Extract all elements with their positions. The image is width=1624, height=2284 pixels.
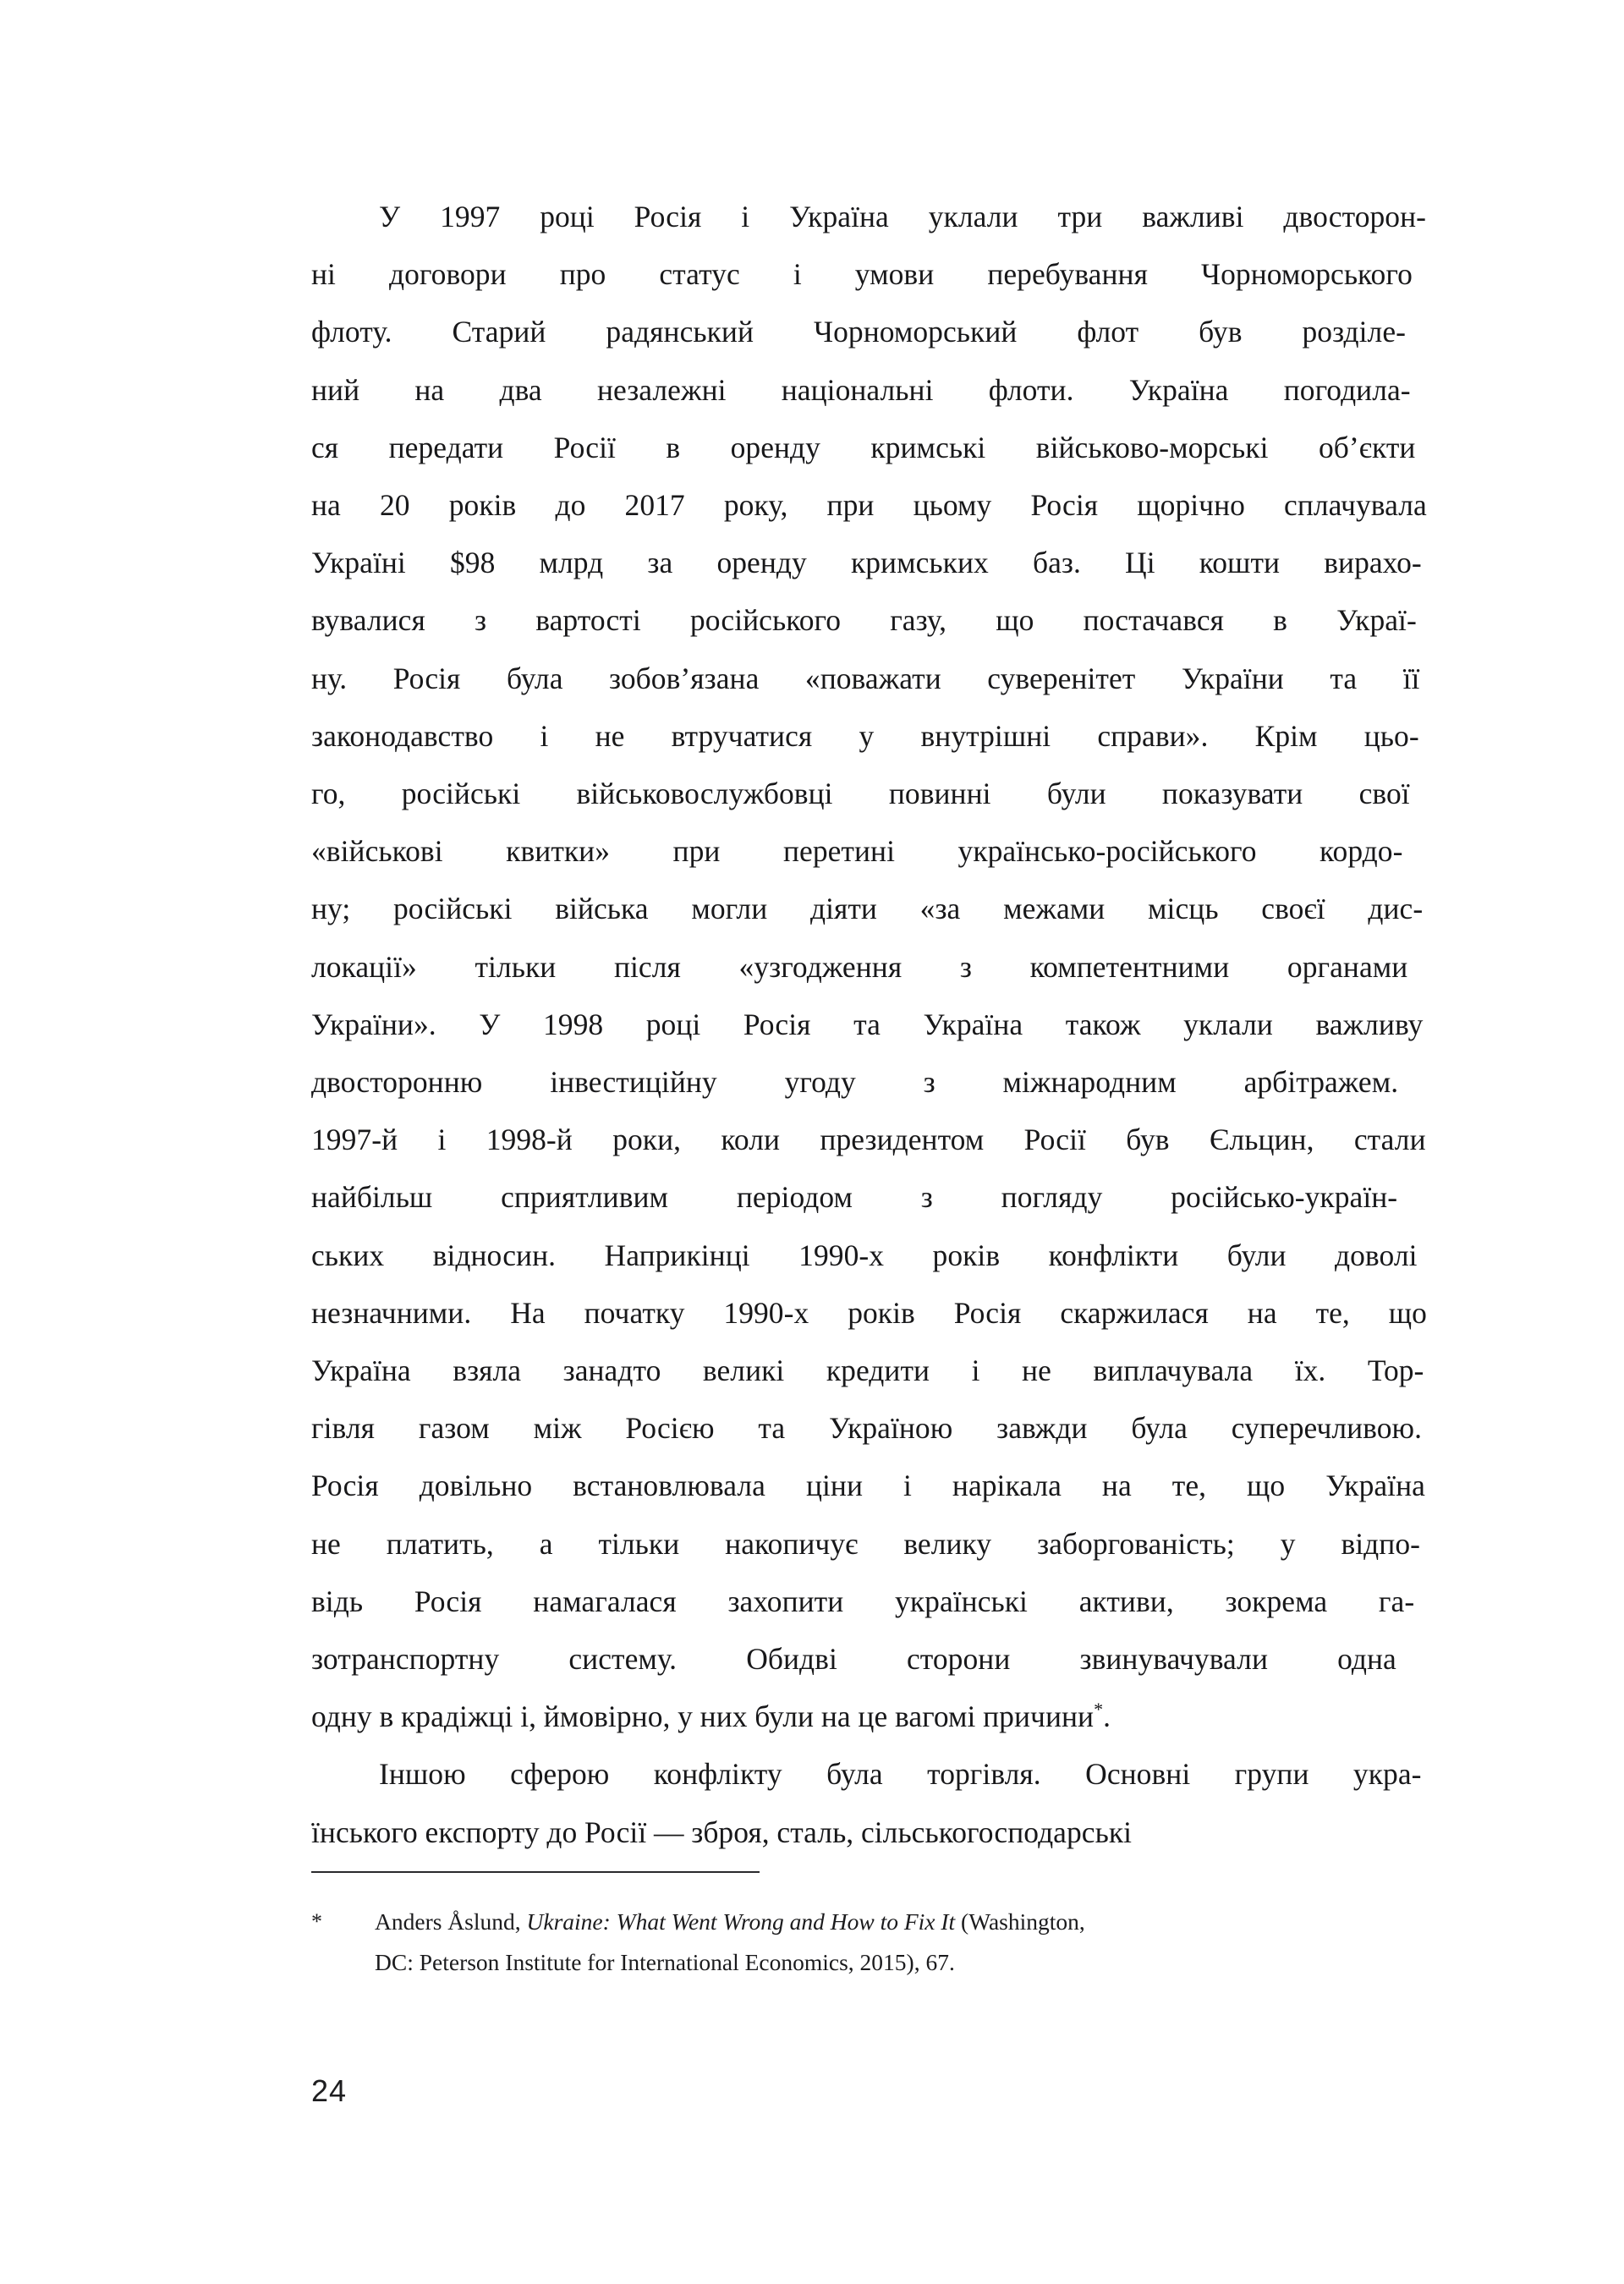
text-line: ся передати Росії в оренду кримські військово-морські об’єкти: [311, 430, 1416, 464]
footnote-line: Anders Åslund, Ukraine: What Went Wrong and How to Fix It (Washington,: [375, 1908, 1085, 1935]
text-line: відь Росія намагалася захопити українські активи, зокрема га-: [311, 1584, 1415, 1618]
text-line: У 1997 році Росія і Україна уклали три важливі двосторон-: [379, 200, 1427, 233]
text-line: «військові квитки» при перетині українсько-російського кордо-: [311, 834, 1403, 869]
text-line: вувалися з вартості російського газу, що постачався в Украї-: [311, 603, 1417, 638]
text-line: двосторонню інвестиційну угоду з міжнародним арбітражем.: [311, 1065, 1399, 1100]
text-line: найбільш сприятливим періодом з погляду російсько-україн-: [311, 1180, 1398, 1215]
text-line: локації» тільки після «узгодження з компетентними органами: [311, 949, 1408, 984]
footnote-marker: *: [311, 1909, 322, 1934]
text-line: ських відносин. Наприкінці 1990-х років конфлікти були доволі: [311, 1238, 1418, 1272]
text-line: флоту. Старий радянський Чорноморський флот був розділе-: [311, 315, 1407, 349]
footnote-entry: [311, 1902, 1470, 1983]
text-line: 1997-й і 1998-й роки, коли президентом Росії був Єльцин, стали: [311, 1123, 1426, 1157]
text-line: одну в крадіжці і, ймовірно, у них були на це вагомі причини*.: [311, 1699, 1111, 1734]
text-line: законодавство і не втручатися у внутрішні справи». Крім цьо-: [311, 718, 1419, 753]
text-line: гівля газом між Росією та Україною завжди була суперечливою.: [311, 1411, 1423, 1446]
text-line: ний на два незалежні національні флоти. Україна погодила-: [311, 372, 1411, 407]
paragraph-2: [311, 1745, 1466, 1860]
text-line: Росія довільно встановлювала ціни і нарікала на те, що Україна: [311, 1469, 1425, 1503]
text-line: зотранспортну систему. Обидві сторони звинувачували одна: [311, 1642, 1396, 1677]
paragraph-1: [311, 188, 1466, 1745]
text-line: не платить, а тільки накопичує велику заборгованість; у відпо-: [311, 1526, 1421, 1561]
text-line: ну. Росія була зобов’язана «поважати суверенітет України та її: [311, 661, 1420, 695]
text-line: ну; російські війська могли діяти «за межами місць своєї дис-: [311, 892, 1424, 926]
text-line: Україні $98 млрд за оренду кримських баз. Ці кошти вирахо-: [311, 546, 1422, 580]
text-line: Іншою сферою конфлікту була торгівля. Основні групи укра-: [379, 1757, 1422, 1792]
text-line: незначними. На початку 1990-х років Росія скаржилася на те, що: [311, 1295, 1427, 1330]
text-line: України». У 1998 році Росія та Україна також уклали важливу: [311, 1007, 1424, 1041]
footnote-separator-rule: [311, 1871, 760, 1873]
text-line: Україна взяла занадто великі кредити і не виплачувала їх. Тор-: [311, 1353, 1424, 1388]
text-line: го, російські військовослужбовці повинні були показувати свої: [311, 777, 1410, 811]
footnote-reference-marker[interactable]: *: [1094, 1699, 1104, 1721]
page-number: 24: [311, 2073, 348, 2108]
text-line: ні договори про статус і умови перебування Чорноморського: [311, 257, 1413, 292]
text-line: їнського експорту до Росії — зброя, сталь, сільськогосподарські: [311, 1815, 1133, 1849]
footnote-line: DC: Peterson Institute for International Economics, 2015), 67.: [375, 1949, 955, 1975]
footnote-title-italic: Ukraine: What Went Wrong and How to Fix It: [526, 1908, 956, 1935]
footnote-block: [311, 1902, 1470, 1983]
footnote-text: [375, 1902, 1470, 1983]
text-line: на 20 років до 2017 року, при цьому Росія щорічно сплачувала: [311, 488, 1427, 523]
body-text-block: [311, 188, 1466, 1861]
